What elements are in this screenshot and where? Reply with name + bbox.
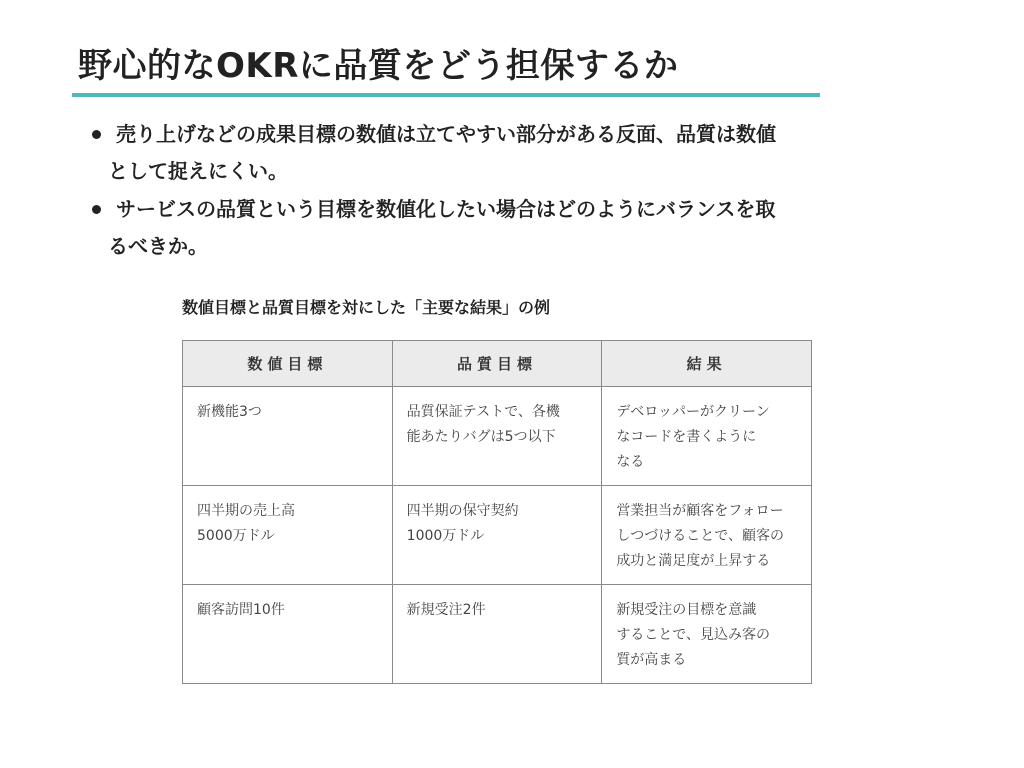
bullet-text	[108, 116, 918, 190]
table-row	[183, 486, 812, 585]
cell-line: なる	[616, 454, 645, 470]
bullet-line: 売り上げなどの成果目標の数値は立てやすい部分がある反面、品質は数値	[116, 122, 776, 146]
table-header-row	[183, 341, 812, 387]
header-quality-goal: 品質目標	[392, 341, 602, 387]
cell-line: なコードを書くように	[616, 429, 757, 445]
bullet-list	[88, 116, 918, 266]
bullet-dot-icon	[92, 130, 101, 139]
okr-example-table	[182, 340, 812, 684]
cell-numeric-goal	[183, 387, 393, 486]
cell-numeric-goal	[183, 486, 393, 585]
cell-line: 新機能3つ	[197, 404, 262, 420]
bullet-line: るべきか。	[108, 234, 208, 258]
cell-result	[602, 585, 812, 684]
cell-line: することで、見込み客の	[616, 627, 771, 643]
bullet-line: として捉えにくい。	[108, 159, 288, 183]
slide-title: 野心的なOKRに品質をどう担保するか	[78, 46, 679, 86]
cell-line: 四半期の売上高	[197, 503, 295, 519]
cell-result	[602, 387, 812, 486]
bullet-item	[88, 116, 918, 190]
cell-numeric-goal	[183, 585, 393, 684]
title-underline	[72, 93, 820, 97]
cell-quality-goal	[392, 585, 602, 684]
bullet-line: サービスの品質という目標を数値化したい場合はどのようにバランスを取	[116, 197, 776, 221]
cell-line: 品質保証テストで、各機	[406, 404, 560, 420]
cell-line: 新規受注2件	[406, 602, 486, 618]
cell-line: 新規受注の目標を意識	[616, 602, 757, 618]
cell-quality-goal	[392, 387, 602, 486]
header-result: 結果	[602, 341, 812, 387]
cell-line: 顧客訪問10件	[197, 602, 285, 618]
table-row	[183, 387, 812, 486]
cell-line: 1000万ドル	[406, 528, 485, 544]
cell-line: 営業担当が顧客をフォロー	[616, 503, 784, 519]
cell-line: 成功と満足度が上昇する	[616, 553, 771, 569]
cell-line: 四半期の保守契約	[406, 503, 519, 519]
cell-line: 5000万ドル	[197, 528, 275, 544]
bullet-item	[88, 191, 918, 265]
cell-quality-goal	[392, 486, 602, 585]
cell-line: 能あたりバグは5つ以下	[406, 429, 556, 445]
table-caption: 数値目標と品質目標を対にした「主要な結果」の例	[182, 298, 551, 317]
bullet-text	[108, 191, 918, 265]
cell-result	[602, 486, 812, 585]
cell-line: しつづけることで、顧客の	[616, 528, 785, 544]
cell-line: デベロッパーがクリーン	[616, 404, 770, 420]
cell-line: 質が高まる	[616, 652, 687, 668]
header-numeric-goal: 数値目標	[183, 341, 393, 387]
table-row	[183, 585, 812, 684]
bullet-dot-icon	[92, 205, 101, 214]
